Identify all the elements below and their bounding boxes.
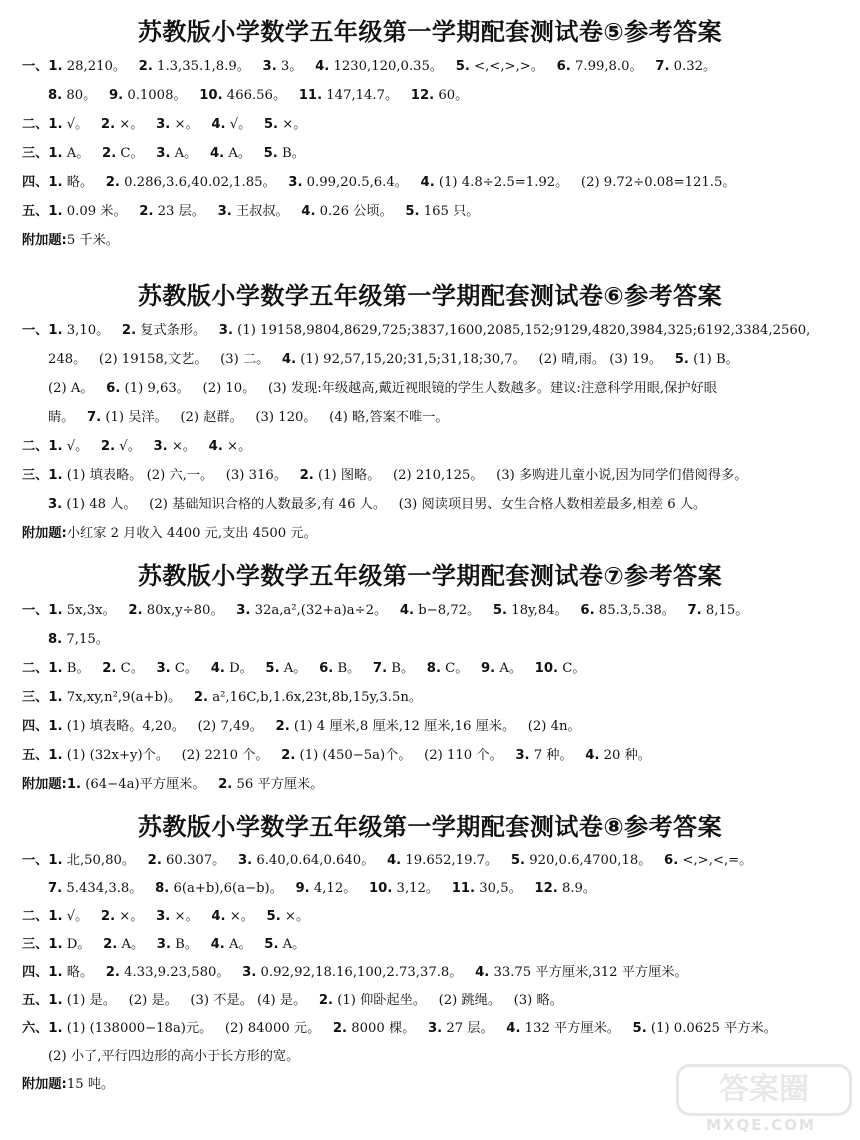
question-number: 8. — [426, 661, 441, 676]
question-number: 5. — [455, 59, 470, 74]
answer-lines — [4, 847, 860, 1099]
answer-line — [4, 490, 860, 519]
question-number: 2. — [100, 909, 116, 924]
question-number: 4. — [210, 937, 225, 952]
answer-line — [4, 770, 860, 799]
answer-text: C。 — [116, 146, 157, 161]
answer-text: (1) 吴洋。 (2) 赵群。 (3) 120。 (4) 略,答案不唯一。 — [101, 410, 449, 425]
answer-text: 0.99,20.5,6.4。 — [302, 175, 421, 190]
answer-text: <,<,>,>。 — [469, 59, 557, 74]
answer-text: (1) 0.0625 平方米。 — [646, 1021, 777, 1036]
question-number: 四、1. — [22, 175, 63, 190]
answer-text: 920,0.6,4700,18。 — [525, 853, 665, 868]
answer-text: B。 — [333, 661, 373, 676]
question-number: 2. — [281, 748, 296, 763]
answer-text: (1) 92,57,15,20;31,5;31,18;30,7。 (2) 晴,雨。 (3) 19。 — [296, 352, 675, 367]
answer-line — [4, 432, 860, 461]
answer-text: (1) (32x+y)个。 (2) 2210 个。 — [62, 748, 282, 763]
question-number: 2. — [102, 146, 117, 161]
answer-text: √。 — [62, 439, 101, 454]
question-number: 6. — [664, 853, 679, 868]
answer-text: 0.26 公顷。 — [315, 204, 406, 219]
answer-line — [4, 168, 860, 197]
answer-text: 0.09 米。 — [62, 204, 140, 219]
watermark-badge: 答案圈 — [676, 1064, 852, 1116]
answer-text: C。 — [116, 661, 157, 676]
answer-text: (1) 填表略。4,20。 (2) 7,49。 — [62, 719, 276, 734]
answer-line — [4, 987, 860, 1015]
answer-text: 4,12。 — [309, 881, 369, 896]
question-number: 3. — [48, 497, 63, 512]
answer-line — [4, 683, 860, 712]
answer-line — [4, 875, 860, 903]
answer-text: ×。 — [115, 117, 157, 132]
question-number: 3. — [156, 937, 171, 952]
question-number: 六、1. — [22, 1021, 63, 1036]
answer-text: 3,10。 — [62, 323, 122, 338]
answer-text: B。 — [387, 661, 427, 676]
answer-text: (1) 19158,9804,8629,725;3837,1600,2085,152;9129,4820,3984,325;6192,3384,2560, — [232, 323, 811, 338]
answer-line — [4, 139, 860, 168]
answer-line — [4, 712, 860, 741]
question-number: 10. — [534, 661, 559, 676]
answer-text: 15 吨。 — [66, 1077, 115, 1092]
answer-text: 80。 — [62, 88, 109, 103]
question-number: 12. — [534, 881, 558, 896]
answer-text: A。 — [279, 661, 320, 676]
question-number: 三、1. — [22, 690, 63, 705]
answer-text: ×。 — [170, 909, 212, 924]
answer-text: 0.1008。 — [123, 88, 200, 103]
answer-text: 60。 — [434, 88, 469, 103]
question-number: 2. — [102, 661, 117, 676]
question-number: 一、1. — [22, 853, 63, 868]
answer-text: ×。 — [167, 439, 209, 454]
answer-line — [4, 52, 860, 81]
question-number: 7. — [687, 603, 702, 618]
question-number: 2. — [138, 59, 153, 74]
question-number: 2. — [128, 603, 143, 618]
question-number: 4. — [420, 175, 435, 190]
answer-text: √。 — [62, 117, 101, 132]
question-number: 三、1. — [22, 146, 63, 161]
section-title: 苏教版小学数学五年级第一学期配套测试卷⑥参考答案 — [137, 282, 723, 310]
answer-text: 7.99,8.0。 — [570, 59, 656, 74]
question-number: 2. — [218, 777, 233, 792]
section-title: 苏教版小学数学五年级第一学期配套测试卷⑤参考答案 — [137, 18, 723, 46]
answer-line — [4, 1015, 860, 1043]
answer-text: (1) 48 人。 (2) 基础知识合格的人数最多,有 46 人。 (3) 阅读项目男、女生合格人数相差最多,相差 6 人。 — [62, 497, 707, 512]
answer-text: 7 种。 — [529, 748, 586, 763]
answer-text: 20 种。 — [599, 748, 651, 763]
answer-line — [4, 903, 860, 931]
answer-text: b−8,72。 — [414, 603, 493, 618]
answer-line — [4, 345, 860, 374]
question-number: 2. — [275, 719, 290, 734]
question-number: 6. — [580, 603, 595, 618]
question-number: 一、1. — [22, 59, 63, 74]
answer-text: 60.307。 — [161, 853, 238, 868]
watermark-url: MXQE.COM — [706, 1116, 816, 1134]
question-number: 8. — [48, 632, 63, 647]
question-number: 7. — [48, 881, 63, 896]
answer-text: C。 — [558, 661, 586, 676]
question-number: 2. — [139, 204, 154, 219]
section-test-7 — [0, 556, 860, 799]
answer-text: 19.652,19.7。 — [401, 853, 511, 868]
answer-line — [4, 654, 860, 683]
question-number: 附加题: — [22, 233, 67, 248]
answer-text: C。 — [440, 661, 481, 676]
question-number: 3. — [262, 59, 277, 74]
question-number: 3. — [288, 175, 303, 190]
question-number: 4. — [210, 661, 225, 676]
answer-text: (1) (450−5a)个。 (2) 110 个。 — [295, 748, 516, 763]
answer-text: 6(a+b),6(a−b)。 — [169, 881, 296, 896]
answer-text: (1) 9,63。 (2) 10。 (3) 发现:年级越高,戴近视眼镜的学生人数越多。建议:注意科学用眼,保护好眼 — [120, 381, 717, 396]
answer-text: (64−4a)平方厘米。 — [81, 777, 219, 792]
answer-text: (1) 4 厘米,8 厘米,12 厘米,16 厘米。 (2) 4n。 — [289, 719, 581, 734]
answer-text: 5 千米。 — [66, 233, 119, 248]
answer-text: 7x,xy,n²,9(a+b)。 — [62, 690, 194, 705]
answer-text: 56 平方厘米。 — [232, 777, 324, 792]
answer-text: 1230,120,0.35。 — [329, 59, 456, 74]
question-number: 5. — [510, 853, 525, 868]
answer-text: 3,12。 — [392, 881, 452, 896]
answer-text: 165 只。 — [419, 204, 480, 219]
question-number: 一、1. — [22, 603, 63, 618]
question-number: 4. — [301, 204, 316, 219]
answer-text: A。 — [224, 937, 265, 952]
question-number: 3. — [156, 909, 171, 924]
question-number: 3. — [218, 323, 233, 338]
question-number: 二、1. — [22, 439, 63, 454]
answer-text: 5.434,3.8。 — [62, 881, 156, 896]
question-number: 9. — [481, 661, 496, 676]
answer-text: B。 — [170, 937, 211, 952]
answer-line — [4, 110, 860, 139]
answer-text: <,>,<,=。 — [678, 853, 753, 868]
question-number: 3. — [156, 146, 171, 161]
question-number: 四、1. — [22, 965, 63, 980]
answer-text: (1) B。 — [688, 352, 739, 367]
answer-text: (1) 仰卧起坐。 (2) 跳绳。 (3) 略。 — [333, 993, 563, 1008]
answer-text: ×。 — [115, 909, 157, 924]
answer-text: 32a,a²,(32+a)a÷2。 — [250, 603, 400, 618]
answer-text: 5x,3x。 — [62, 603, 129, 618]
answer-text: (1) 4.8÷2.5=1.92。 (2) 9.72÷0.08=121.5。 — [434, 175, 736, 190]
answer-text: 132 平方厘米。 — [520, 1021, 633, 1036]
question-number: 6. — [556, 59, 571, 74]
question-number: 4. — [506, 1021, 521, 1036]
answer-line — [4, 461, 860, 490]
answer-text: 略。 — [62, 965, 106, 980]
answer-text: 18y,84。 — [507, 603, 581, 618]
answer-line — [4, 741, 860, 770]
answer-text: D。 — [224, 661, 266, 676]
answer-text: (1) 填表略。 (2) 六,一。 (3) 316。 — [62, 468, 300, 483]
question-number: 3. — [153, 439, 168, 454]
answer-text: 147,14.7。 — [322, 88, 411, 103]
answer-text: 8.9。 — [557, 881, 597, 896]
question-number: 二、1. — [22, 117, 63, 132]
question-number: 7. — [372, 661, 388, 676]
section-test-8 — [0, 807, 860, 1099]
answer-text: 4.33,9.23,580。 — [119, 965, 243, 980]
answer-text: A。 — [278, 937, 306, 952]
section-test-6 — [0, 276, 860, 548]
answer-text: 3。 — [276, 59, 316, 74]
answer-text: √。 — [62, 909, 101, 924]
question-number: 7. — [86, 410, 102, 425]
answer-line — [4, 81, 860, 110]
answer-text: 248。 (2) 19158,文艺。 (3) 二。 — [48, 352, 282, 367]
question-number: 三、1. — [22, 937, 63, 952]
question-number: 五、1. — [22, 204, 63, 219]
question-number: 5. — [492, 603, 508, 618]
question-number: 附加题: — [22, 1077, 67, 1092]
question-number: 2. — [100, 117, 116, 132]
answer-text: 小红家 2 月收入 4400 元,支出 4500 元。 — [66, 526, 317, 541]
question-number: 4. — [399, 603, 415, 618]
question-number: 5. — [405, 204, 420, 219]
answer-line — [4, 316, 860, 345]
answer-line — [4, 847, 860, 875]
question-number: 3. — [237, 853, 253, 868]
answer-text: 23 层。 — [153, 204, 218, 219]
question-number: 2. — [318, 993, 334, 1008]
answer-text: A。 — [62, 146, 103, 161]
section-title: 苏教版小学数学五年级第一学期配套测试卷⑧参考答案 — [137, 813, 723, 841]
answer-text: D。 — [62, 937, 104, 952]
answer-text: (1) 是。 (2) 是。 (3) 不是。 (4) 是。 — [62, 993, 319, 1008]
question-number: 2. — [147, 853, 162, 868]
question-number: 四、1. — [22, 719, 63, 734]
question-number: 5. — [632, 1021, 647, 1036]
question-number: 2. — [299, 468, 314, 483]
answer-text: ×。 — [278, 117, 307, 132]
answer-line — [4, 959, 860, 987]
question-number: 5. — [264, 937, 279, 952]
question-number: 11. — [298, 88, 323, 103]
question-number: 5. — [263, 117, 279, 132]
answer-text: 略。 — [62, 175, 106, 190]
answer-line — [4, 519, 860, 548]
question-number: 3. — [236, 603, 251, 618]
answer-text: √。 — [225, 117, 264, 132]
answer-text: (2) 小了,平行四边形的高小于长方形的宽。 — [48, 1049, 300, 1064]
question-number: 12. — [410, 88, 435, 103]
question-number: 6. — [319, 661, 334, 676]
answer-lines — [4, 596, 860, 799]
question-number: 10. — [199, 88, 223, 103]
question-number: 一、1. — [22, 323, 63, 338]
answer-text: ×。 — [222, 439, 252, 454]
answer-text: 0.286,3.6,40.02,1.85。 — [119, 175, 289, 190]
answer-text: (1) (138000−18a)元。 (2) 84000 元。 — [62, 1021, 333, 1036]
question-number: 五、1. — [22, 993, 63, 1008]
question-number: 5. — [263, 146, 278, 161]
answer-text: 复式条形。 — [136, 323, 219, 338]
answer-text: (1) 图略。 (2) 210,125。 (3) 多购进儿童小说,因为同学们借阅得多。 — [313, 468, 748, 483]
question-number: 2. — [121, 323, 137, 338]
question-number: 5. — [674, 352, 689, 367]
answer-text: B。 — [62, 661, 103, 676]
question-number: 6. — [106, 381, 121, 396]
answer-text: 6.40,0.64,0.640。 — [252, 853, 387, 868]
section-test-5 — [0, 12, 860, 255]
question-number: 4. — [585, 748, 600, 763]
question-number: 3. — [217, 204, 232, 219]
answer-line — [4, 596, 860, 625]
question-number: 9. — [108, 88, 124, 103]
question-number: 4. — [475, 965, 490, 980]
question-number: 4. — [208, 439, 223, 454]
answer-text: 85.3,5.38。 — [594, 603, 688, 618]
question-number: 2. — [105, 175, 120, 190]
question-number: 4. — [211, 117, 226, 132]
question-number: 4. — [211, 909, 226, 924]
answer-line — [4, 403, 860, 432]
question-number: 8. — [155, 881, 170, 896]
answer-text: ×。 — [170, 117, 212, 132]
answer-text: A。 — [495, 661, 535, 676]
answer-text: 7,15。 — [62, 632, 109, 647]
answer-text: ×。 — [225, 909, 267, 924]
question-number: 10. — [368, 881, 393, 896]
question-number: 3. — [156, 117, 171, 132]
answer-text: C。 — [170, 661, 211, 676]
question-number: 二、1. — [22, 661, 63, 676]
question-number: 4. — [281, 352, 297, 367]
answer-line — [4, 374, 860, 403]
answer-text: 30,5。 — [475, 881, 535, 896]
question-number: 11. — [451, 881, 476, 896]
question-number: 8. — [48, 88, 63, 103]
question-number: 2. — [100, 439, 116, 454]
answer-lines — [4, 316, 860, 548]
question-number: 2. — [332, 1021, 348, 1036]
question-number: 附加题:1. — [22, 777, 82, 792]
answer-text: A。 — [170, 146, 210, 161]
section-title: 苏教版小学数学五年级第一学期配套测试卷⑦参考答案 — [137, 562, 723, 590]
answer-text: A。 — [224, 146, 264, 161]
answer-line — [4, 197, 860, 226]
question-number: 3. — [156, 661, 171, 676]
answer-text: ×。 — [280, 909, 310, 924]
answer-text: 28,210。 — [62, 59, 139, 74]
answer-line — [4, 226, 860, 255]
answer-text: 8000 棵。 — [347, 1021, 428, 1036]
answer-text: 33.75 平方厘米,312 平方厘米。 — [489, 965, 688, 980]
question-number: 4. — [386, 853, 402, 868]
question-number: 5. — [265, 661, 280, 676]
question-number: 4. — [315, 59, 330, 74]
watermark-logo — [676, 1064, 846, 1134]
answer-text: (2) A。 — [48, 381, 107, 396]
question-number: 二、1. — [22, 909, 63, 924]
answer-text: √。 — [115, 439, 154, 454]
answer-text: 北,50,80。 — [62, 853, 148, 868]
answer-text: A。 — [117, 937, 157, 952]
question-number: 5. — [266, 909, 281, 924]
question-number: 五、1. — [22, 748, 63, 763]
question-number: 2. — [193, 690, 209, 705]
answer-text: 1.3,35.1,8.9。 — [152, 59, 263, 74]
question-number: 2. — [105, 965, 120, 980]
answer-text: 27 层。 — [442, 1021, 507, 1036]
answer-text: 8,15。 — [701, 603, 749, 618]
question-number: 附加题: — [22, 526, 67, 541]
question-number: 2. — [103, 937, 118, 952]
question-number: 9. — [295, 881, 310, 896]
question-number: 7. — [655, 59, 670, 74]
answer-text: a²,16C,b,1.6x,23t,8b,15y,3.5n。 — [208, 690, 423, 705]
question-number: 三、1. — [22, 468, 63, 483]
answer-line — [4, 625, 860, 654]
answer-text: 王叔叔。 — [231, 204, 302, 219]
answer-lines — [4, 52, 860, 255]
answer-text: 80x,y÷80。 — [142, 603, 237, 618]
question-number: 3. — [242, 965, 257, 980]
answer-text: 0.32。 — [669, 59, 717, 74]
question-number: 3. — [427, 1021, 443, 1036]
answer-line — [4, 931, 860, 959]
answer-text: 睛。 — [48, 410, 87, 425]
question-number: 4. — [209, 146, 225, 161]
answer-text: 0.92,92,18.16,100,2.73,37.8。 — [256, 965, 476, 980]
answer-text: B。 — [277, 146, 305, 161]
question-number: 3. — [515, 748, 530, 763]
answer-text: 466.56。 — [222, 88, 299, 103]
